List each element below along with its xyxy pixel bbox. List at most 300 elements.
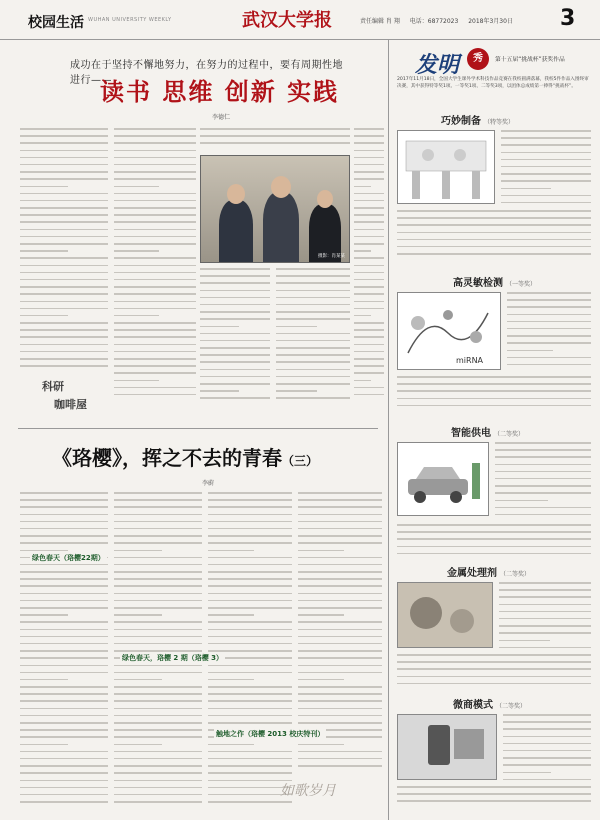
mirna-label: miRNA bbox=[456, 356, 484, 365]
text-lines bbox=[501, 130, 591, 209]
invention-prize: （二等奖） bbox=[500, 571, 531, 578]
text-line bbox=[354, 358, 384, 360]
text-line bbox=[208, 600, 292, 602]
text-line bbox=[114, 557, 202, 559]
text-line bbox=[208, 772, 292, 774]
text-line bbox=[114, 571, 202, 573]
text-line bbox=[503, 757, 591, 759]
lab-equipment-icon bbox=[398, 131, 495, 204]
text-line bbox=[114, 715, 202, 717]
text-line bbox=[397, 661, 591, 663]
text-line bbox=[20, 200, 108, 202]
article-column-1 bbox=[20, 128, 108, 373]
text-line bbox=[114, 128, 196, 130]
text-line bbox=[208, 672, 292, 674]
text-line bbox=[397, 239, 591, 241]
text-line bbox=[114, 157, 196, 159]
text-line bbox=[208, 758, 292, 760]
text-line bbox=[20, 243, 108, 245]
sidebar-badge: 秀 bbox=[467, 48, 489, 70]
text-line bbox=[114, 593, 202, 595]
invention-prize: （二等奖） bbox=[496, 703, 527, 710]
text-line bbox=[354, 286, 384, 288]
text-line bbox=[114, 780, 202, 782]
text-line bbox=[354, 365, 384, 367]
photo-caption: 摄影：肖某某 bbox=[318, 254, 345, 259]
text-line bbox=[114, 272, 196, 274]
text-line bbox=[208, 744, 254, 746]
text-line bbox=[208, 629, 292, 631]
text-line bbox=[495, 464, 591, 466]
text-line bbox=[503, 764, 591, 766]
text-line bbox=[114, 150, 196, 152]
text-lines bbox=[499, 582, 591, 654]
text-line bbox=[20, 157, 108, 159]
text-line bbox=[503, 714, 591, 716]
sidebar-title: 发明 bbox=[415, 52, 460, 78]
text-lines bbox=[20, 128, 108, 372]
serial-signature: 如歌岁月 bbox=[280, 783, 336, 799]
text-line bbox=[200, 268, 270, 270]
calligraphy-stamp bbox=[38, 378, 98, 424]
text-line bbox=[507, 335, 591, 337]
text-line bbox=[20, 542, 108, 544]
text-line bbox=[298, 607, 382, 609]
invention-text-2b bbox=[397, 376, 591, 418]
text-line bbox=[114, 186, 159, 188]
text-line bbox=[354, 336, 384, 338]
text-line bbox=[20, 344, 108, 346]
text-line bbox=[354, 186, 371, 188]
text-line bbox=[200, 340, 270, 342]
text-lines bbox=[114, 492, 202, 808]
text-line bbox=[507, 292, 591, 294]
text-line bbox=[503, 721, 591, 723]
text-line bbox=[200, 304, 270, 306]
text-line bbox=[114, 772, 202, 774]
text-line bbox=[354, 135, 384, 137]
text-line bbox=[397, 786, 591, 788]
text-line bbox=[298, 722, 382, 724]
invention-name: 微商模式 bbox=[453, 700, 493, 711]
text-line bbox=[354, 293, 384, 295]
text-line bbox=[354, 229, 384, 231]
invention-prize: （特等奖） bbox=[484, 119, 515, 126]
text-line bbox=[114, 171, 196, 173]
text-line bbox=[298, 758, 382, 760]
text-lines bbox=[276, 268, 350, 405]
text-line bbox=[20, 322, 108, 324]
text-line bbox=[20, 780, 108, 782]
text-line bbox=[276, 390, 317, 392]
text-line bbox=[276, 397, 350, 399]
text-line bbox=[298, 600, 382, 602]
text-line bbox=[503, 772, 551, 774]
text-line bbox=[20, 679, 68, 681]
text-line bbox=[499, 596, 591, 598]
text-line bbox=[20, 521, 108, 523]
text-line bbox=[114, 243, 196, 245]
text-line bbox=[20, 535, 108, 537]
text-line bbox=[20, 365, 108, 367]
text-line bbox=[20, 607, 108, 609]
text-line bbox=[114, 765, 202, 767]
text-line bbox=[354, 243, 384, 245]
text-line bbox=[298, 578, 382, 580]
text-line bbox=[208, 492, 292, 494]
invention-prize: （二等奖） bbox=[494, 431, 525, 438]
text-line bbox=[298, 686, 382, 688]
text-line bbox=[114, 293, 196, 295]
text-line bbox=[114, 221, 196, 223]
text-line bbox=[114, 564, 202, 566]
text-line bbox=[276, 354, 350, 356]
photo-head-center bbox=[271, 176, 291, 198]
section-divider bbox=[18, 428, 378, 429]
text-line bbox=[397, 390, 591, 392]
text-line bbox=[499, 582, 591, 584]
text-line bbox=[501, 173, 591, 175]
text-line bbox=[20, 636, 108, 638]
text-line bbox=[114, 178, 196, 180]
text-line bbox=[495, 478, 591, 480]
text-line bbox=[20, 722, 108, 724]
text-line bbox=[20, 279, 108, 281]
text-line bbox=[114, 200, 196, 202]
text-line bbox=[397, 524, 591, 526]
text-line bbox=[114, 672, 202, 674]
text-line bbox=[397, 668, 591, 670]
text-line bbox=[397, 217, 591, 219]
text-line bbox=[507, 306, 591, 308]
text-line bbox=[298, 506, 382, 508]
text-line bbox=[114, 528, 202, 530]
article-author: 李德仁 bbox=[212, 114, 231, 121]
text-line bbox=[114, 550, 162, 552]
text-line bbox=[298, 643, 382, 645]
invention-text-1b bbox=[397, 210, 591, 266]
text-line bbox=[200, 135, 350, 137]
text-line bbox=[354, 171, 384, 173]
text-line bbox=[208, 585, 292, 587]
text-line bbox=[354, 315, 371, 317]
text-line bbox=[208, 614, 254, 616]
text-line bbox=[354, 329, 384, 331]
text-line bbox=[208, 686, 292, 688]
calligraphy-line-1: 科研 bbox=[42, 380, 64, 393]
text-line bbox=[114, 492, 202, 494]
invention-title-1 bbox=[441, 112, 514, 127]
text-line bbox=[298, 765, 382, 767]
text-line bbox=[208, 564, 292, 566]
text-line bbox=[208, 679, 254, 681]
invention-prize: （一等奖） bbox=[506, 281, 537, 288]
car-charging-icon bbox=[398, 443, 489, 516]
text-line bbox=[503, 750, 591, 752]
article-column-3-top bbox=[200, 128, 350, 152]
text-line bbox=[354, 128, 384, 130]
text-line bbox=[503, 736, 591, 738]
text-line bbox=[495, 485, 591, 487]
text-line bbox=[114, 679, 162, 681]
text-line bbox=[200, 397, 270, 399]
text-line bbox=[114, 578, 202, 580]
phone: 电话：68772023 bbox=[409, 18, 459, 25]
text-line bbox=[114, 751, 202, 753]
text-line bbox=[114, 380, 159, 382]
text-line bbox=[501, 137, 591, 139]
text-line bbox=[114, 722, 202, 724]
text-line bbox=[20, 142, 108, 144]
invention-name: 金属处理剂 bbox=[447, 568, 497, 579]
text-line bbox=[276, 268, 350, 270]
text-lines bbox=[397, 524, 591, 560]
text-line bbox=[200, 347, 270, 349]
text-line bbox=[298, 614, 344, 616]
text-line bbox=[397, 398, 591, 400]
text-line bbox=[20, 358, 108, 360]
text-line bbox=[499, 604, 591, 606]
text-line bbox=[20, 164, 108, 166]
text-line bbox=[208, 801, 292, 803]
text-line bbox=[298, 708, 382, 710]
invention-title-4 bbox=[447, 564, 530, 579]
invention-text-5 bbox=[503, 714, 591, 790]
text-line bbox=[114, 351, 196, 353]
text-lines bbox=[507, 292, 591, 371]
text-line bbox=[20, 715, 108, 717]
text-line bbox=[208, 535, 292, 537]
text-line bbox=[114, 535, 202, 537]
text-line bbox=[298, 521, 382, 523]
serial-subheading-3: 触地之作（珞樱 2013 校庆特刊） bbox=[216, 730, 325, 738]
text-line bbox=[114, 214, 196, 216]
text-line bbox=[200, 142, 350, 144]
text-line bbox=[200, 282, 270, 284]
serial-author: 李蔚 bbox=[202, 480, 215, 487]
text-line bbox=[114, 643, 202, 645]
text-line bbox=[507, 314, 591, 316]
text-line bbox=[114, 250, 159, 252]
text-line bbox=[354, 178, 384, 180]
invention-name: 巧妙制备 bbox=[441, 116, 481, 127]
text-line bbox=[276, 304, 350, 306]
text-line bbox=[20, 506, 108, 508]
text-line bbox=[20, 643, 108, 645]
text-line bbox=[20, 772, 108, 774]
text-line bbox=[114, 686, 202, 688]
text-line bbox=[354, 394, 384, 396]
text-line bbox=[20, 600, 108, 602]
text-line bbox=[114, 665, 202, 667]
text-line bbox=[200, 297, 270, 299]
text-line bbox=[354, 150, 384, 152]
text-line bbox=[200, 318, 270, 320]
text-line bbox=[354, 265, 384, 267]
text-line bbox=[114, 394, 196, 396]
text-line bbox=[114, 265, 196, 267]
text-line bbox=[200, 326, 239, 328]
text-line bbox=[276, 311, 350, 313]
text-line bbox=[20, 564, 108, 566]
text-line bbox=[397, 553, 591, 555]
text-line bbox=[507, 321, 591, 323]
text-line bbox=[298, 542, 382, 544]
mirna-diagram-icon bbox=[398, 293, 501, 370]
text-line bbox=[354, 257, 384, 259]
text-line bbox=[507, 299, 591, 301]
text-line bbox=[114, 365, 196, 367]
text-line bbox=[20, 665, 108, 667]
text-line bbox=[20, 351, 108, 353]
text-line bbox=[495, 471, 591, 473]
text-line bbox=[20, 315, 68, 317]
text-line bbox=[20, 193, 108, 195]
sidebar-subtitle: 第十五届“挑战杯”获奖作品 bbox=[495, 57, 565, 63]
text-line bbox=[208, 715, 292, 717]
text-line bbox=[397, 232, 591, 234]
text-line bbox=[114, 621, 202, 623]
text-line bbox=[20, 308, 108, 310]
text-line bbox=[114, 344, 196, 346]
text-line bbox=[354, 214, 384, 216]
text-line bbox=[298, 700, 382, 702]
text-line bbox=[20, 765, 108, 767]
text-line bbox=[208, 542, 292, 544]
text-line bbox=[208, 593, 292, 595]
text-line bbox=[114, 286, 196, 288]
text-line bbox=[354, 164, 384, 166]
text-lines bbox=[397, 210, 591, 260]
text-line bbox=[20, 729, 108, 731]
invention-text-5b bbox=[397, 786, 591, 814]
text-line bbox=[501, 202, 591, 204]
text-line bbox=[298, 499, 382, 501]
text-line bbox=[114, 308, 196, 310]
text-line bbox=[114, 257, 196, 259]
text-line bbox=[200, 275, 270, 277]
text-line bbox=[20, 178, 108, 180]
article-photo bbox=[200, 155, 350, 263]
text-line bbox=[495, 449, 591, 451]
text-line bbox=[208, 607, 292, 609]
text-line bbox=[208, 506, 292, 508]
text-line bbox=[114, 193, 196, 195]
text-line bbox=[114, 236, 196, 238]
text-line bbox=[397, 531, 591, 533]
text-line bbox=[114, 693, 202, 695]
text-line bbox=[495, 507, 591, 509]
text-line bbox=[20, 593, 108, 595]
text-line bbox=[298, 650, 382, 652]
text-line bbox=[354, 308, 384, 310]
text-lines bbox=[495, 442, 591, 521]
text-line bbox=[276, 318, 350, 320]
text-line bbox=[298, 672, 382, 674]
invention-title-5 bbox=[453, 696, 526, 711]
invention-text-4 bbox=[499, 582, 591, 654]
text-line bbox=[397, 538, 591, 540]
text-line bbox=[208, 636, 292, 638]
text-line bbox=[354, 372, 384, 374]
text-line bbox=[114, 322, 196, 324]
text-line bbox=[298, 751, 382, 753]
text-line bbox=[20, 301, 108, 303]
serial-title bbox=[52, 442, 318, 471]
text-line bbox=[397, 405, 591, 407]
text-line bbox=[20, 293, 108, 295]
text-line bbox=[298, 514, 382, 516]
text-line bbox=[114, 729, 202, 731]
text-line bbox=[20, 336, 108, 338]
text-line bbox=[499, 640, 550, 642]
text-line bbox=[114, 207, 196, 209]
weekly-english-name: WUHAN UNIVERSITY WEEKLY bbox=[88, 17, 172, 23]
text-line bbox=[20, 499, 108, 501]
text-line bbox=[20, 794, 108, 796]
text-line bbox=[499, 618, 591, 620]
text-line bbox=[298, 571, 382, 573]
text-line bbox=[20, 585, 108, 587]
text-line bbox=[499, 589, 591, 591]
invention-image-3 bbox=[397, 442, 489, 516]
text-lines bbox=[208, 492, 292, 808]
article-column-5 bbox=[354, 128, 384, 408]
text-line bbox=[208, 521, 292, 523]
text-line bbox=[114, 135, 196, 137]
text-line bbox=[354, 193, 384, 195]
text-lines bbox=[200, 128, 350, 150]
text-line bbox=[276, 282, 350, 284]
text-line bbox=[20, 135, 108, 137]
photo-person-left bbox=[219, 200, 253, 262]
text-line bbox=[354, 279, 384, 281]
serial-column-3 bbox=[208, 492, 292, 810]
text-line bbox=[20, 693, 108, 695]
text-line bbox=[200, 390, 239, 392]
text-line bbox=[114, 607, 202, 609]
text-line bbox=[298, 693, 382, 695]
text-line bbox=[298, 621, 382, 623]
text-line bbox=[298, 585, 382, 587]
serial-subheading-1: 绿色春天（珞樱22期） bbox=[32, 554, 105, 562]
text-line bbox=[200, 376, 270, 378]
text-line bbox=[20, 286, 108, 288]
text-line bbox=[114, 636, 202, 638]
sidebar-intro: 2017年11月18日，全国大学生课外学术科技作品竞赛在我校圆满落幕，我校5件作品入围终审决赛，其中获得特等奖1项、一等奖1项、二等奖3项，以团体总成绩第一捧得“挑战杯”。 bbox=[397, 77, 589, 89]
text-line bbox=[501, 159, 591, 161]
text-line bbox=[200, 369, 270, 371]
text-line bbox=[114, 758, 202, 760]
text-line bbox=[114, 736, 202, 738]
text-line bbox=[354, 200, 384, 202]
text-line bbox=[20, 514, 108, 516]
text-line bbox=[20, 207, 108, 209]
article-slogan: 成功在于坚持不懈地努力，在努力的过程中，要有周期性地进行—— bbox=[70, 60, 343, 86]
text-line bbox=[20, 751, 108, 753]
invention-sidebar bbox=[388, 40, 596, 820]
text-line bbox=[354, 236, 384, 238]
text-line bbox=[507, 364, 591, 366]
serial-column-2 bbox=[114, 492, 202, 810]
text-line bbox=[499, 611, 591, 613]
text-line bbox=[114, 801, 202, 803]
article-title: 读书 思维 创新 实践 bbox=[100, 77, 340, 106]
text-line bbox=[276, 290, 350, 292]
text-line bbox=[501, 166, 591, 168]
text-lines bbox=[397, 376, 591, 412]
text-line bbox=[397, 383, 591, 385]
